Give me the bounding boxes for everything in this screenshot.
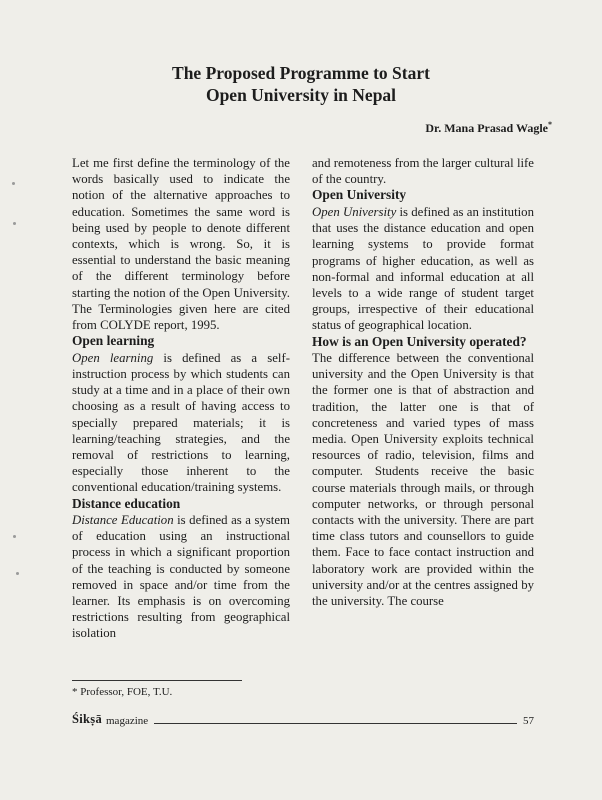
title-line-2: Open University in Nepal (205, 85, 397, 105)
footnote-divider (72, 680, 242, 681)
page-number: 57 (523, 715, 534, 727)
scan-speck (13, 222, 16, 225)
scan-speck (13, 535, 16, 538)
distance-education-term: Distance Education (72, 513, 174, 528)
open-university-term: Open University (312, 204, 397, 219)
heading-distance-education: Distance education (72, 495, 181, 511)
heading-how-operated: How is an Open University operated? (312, 333, 527, 349)
left-column (72, 155, 290, 642)
footer-rule (154, 723, 517, 724)
scan-speck (16, 572, 19, 575)
heading-open-learning: Open learning (72, 333, 155, 349)
open-university-text: is defined as an institution that uses the distance education and open learning systems to provide format programs of higher education, as well as non-formal and informal education at all levels to a wide range of student target groups, irrespective of their educational status of geographical location. (312, 204, 534, 333)
distance-education-paragraph (72, 512, 290, 642)
author-byline (425, 120, 552, 136)
open-learning-paragraph (72, 350, 290, 496)
how-operated-paragraph: The difference between the conventional university and the Open University is that the former one is that of abstraction and tradition, the latter one is that of concreteness and varied types of mass media. Open University exploits technical resources of radio, television, films and computer. Students receive the basic course materials through mails, or through computer networks, or through personal contacts with the university. There are part time class tutors and counsellors to guide them. Face to face contact instruction and laboratory work are provided within the university and/or at the centres assigned by the university. The course (312, 351, 534, 609)
intro-paragraph: Let me first define the terminology of the words basically used to indicate the notion of the alternative approaches to education. Sometimes the same word is being used by people to denote different contexts, which is wrong. So, it is essential to understand the basic meaning of the different terminology before starting the notion of the Open University. The Terminologies given here are cited from COLYDE report, 1995. (72, 156, 290, 333)
magazine-brand: Śikṣā (72, 712, 102, 726)
heading-open-university: Open University (312, 187, 407, 203)
author-footnote-mark: * (548, 120, 552, 129)
right-column (312, 155, 534, 609)
magazine-label: magazine (106, 715, 149, 727)
distance-education-text: is defined as a system of education using an instructional process in which a significant proportion of the teaching is conducted by someone removed in space and/or time from the learner. Its emphasis is on overcoming restrictions resulting from geographical isolation (72, 513, 290, 641)
footnote: * Professor, FOE, T.U. (72, 686, 173, 698)
author-name: Dr. Mana Prasad Wagle (425, 121, 548, 135)
open-learning-text: is defined as a self-instruction process by which students can study at a time and in a place of their own choosing as a result of having access to specially prepared materials; it is learning/teaching strategies, and the removal of restrictions to learning, especially those inherent to the conventional education/training systems. (72, 350, 290, 495)
open-university-paragraph (312, 204, 534, 334)
title-line-1: The Proposed Programme to Start (172, 63, 430, 83)
page-footer (72, 712, 534, 727)
continued-paragraph: and remoteness from the larger cultural life of the country. (312, 156, 534, 187)
scan-speck (12, 182, 15, 185)
open-learning-term: Open learning (72, 350, 154, 365)
article-title (0, 62, 602, 106)
